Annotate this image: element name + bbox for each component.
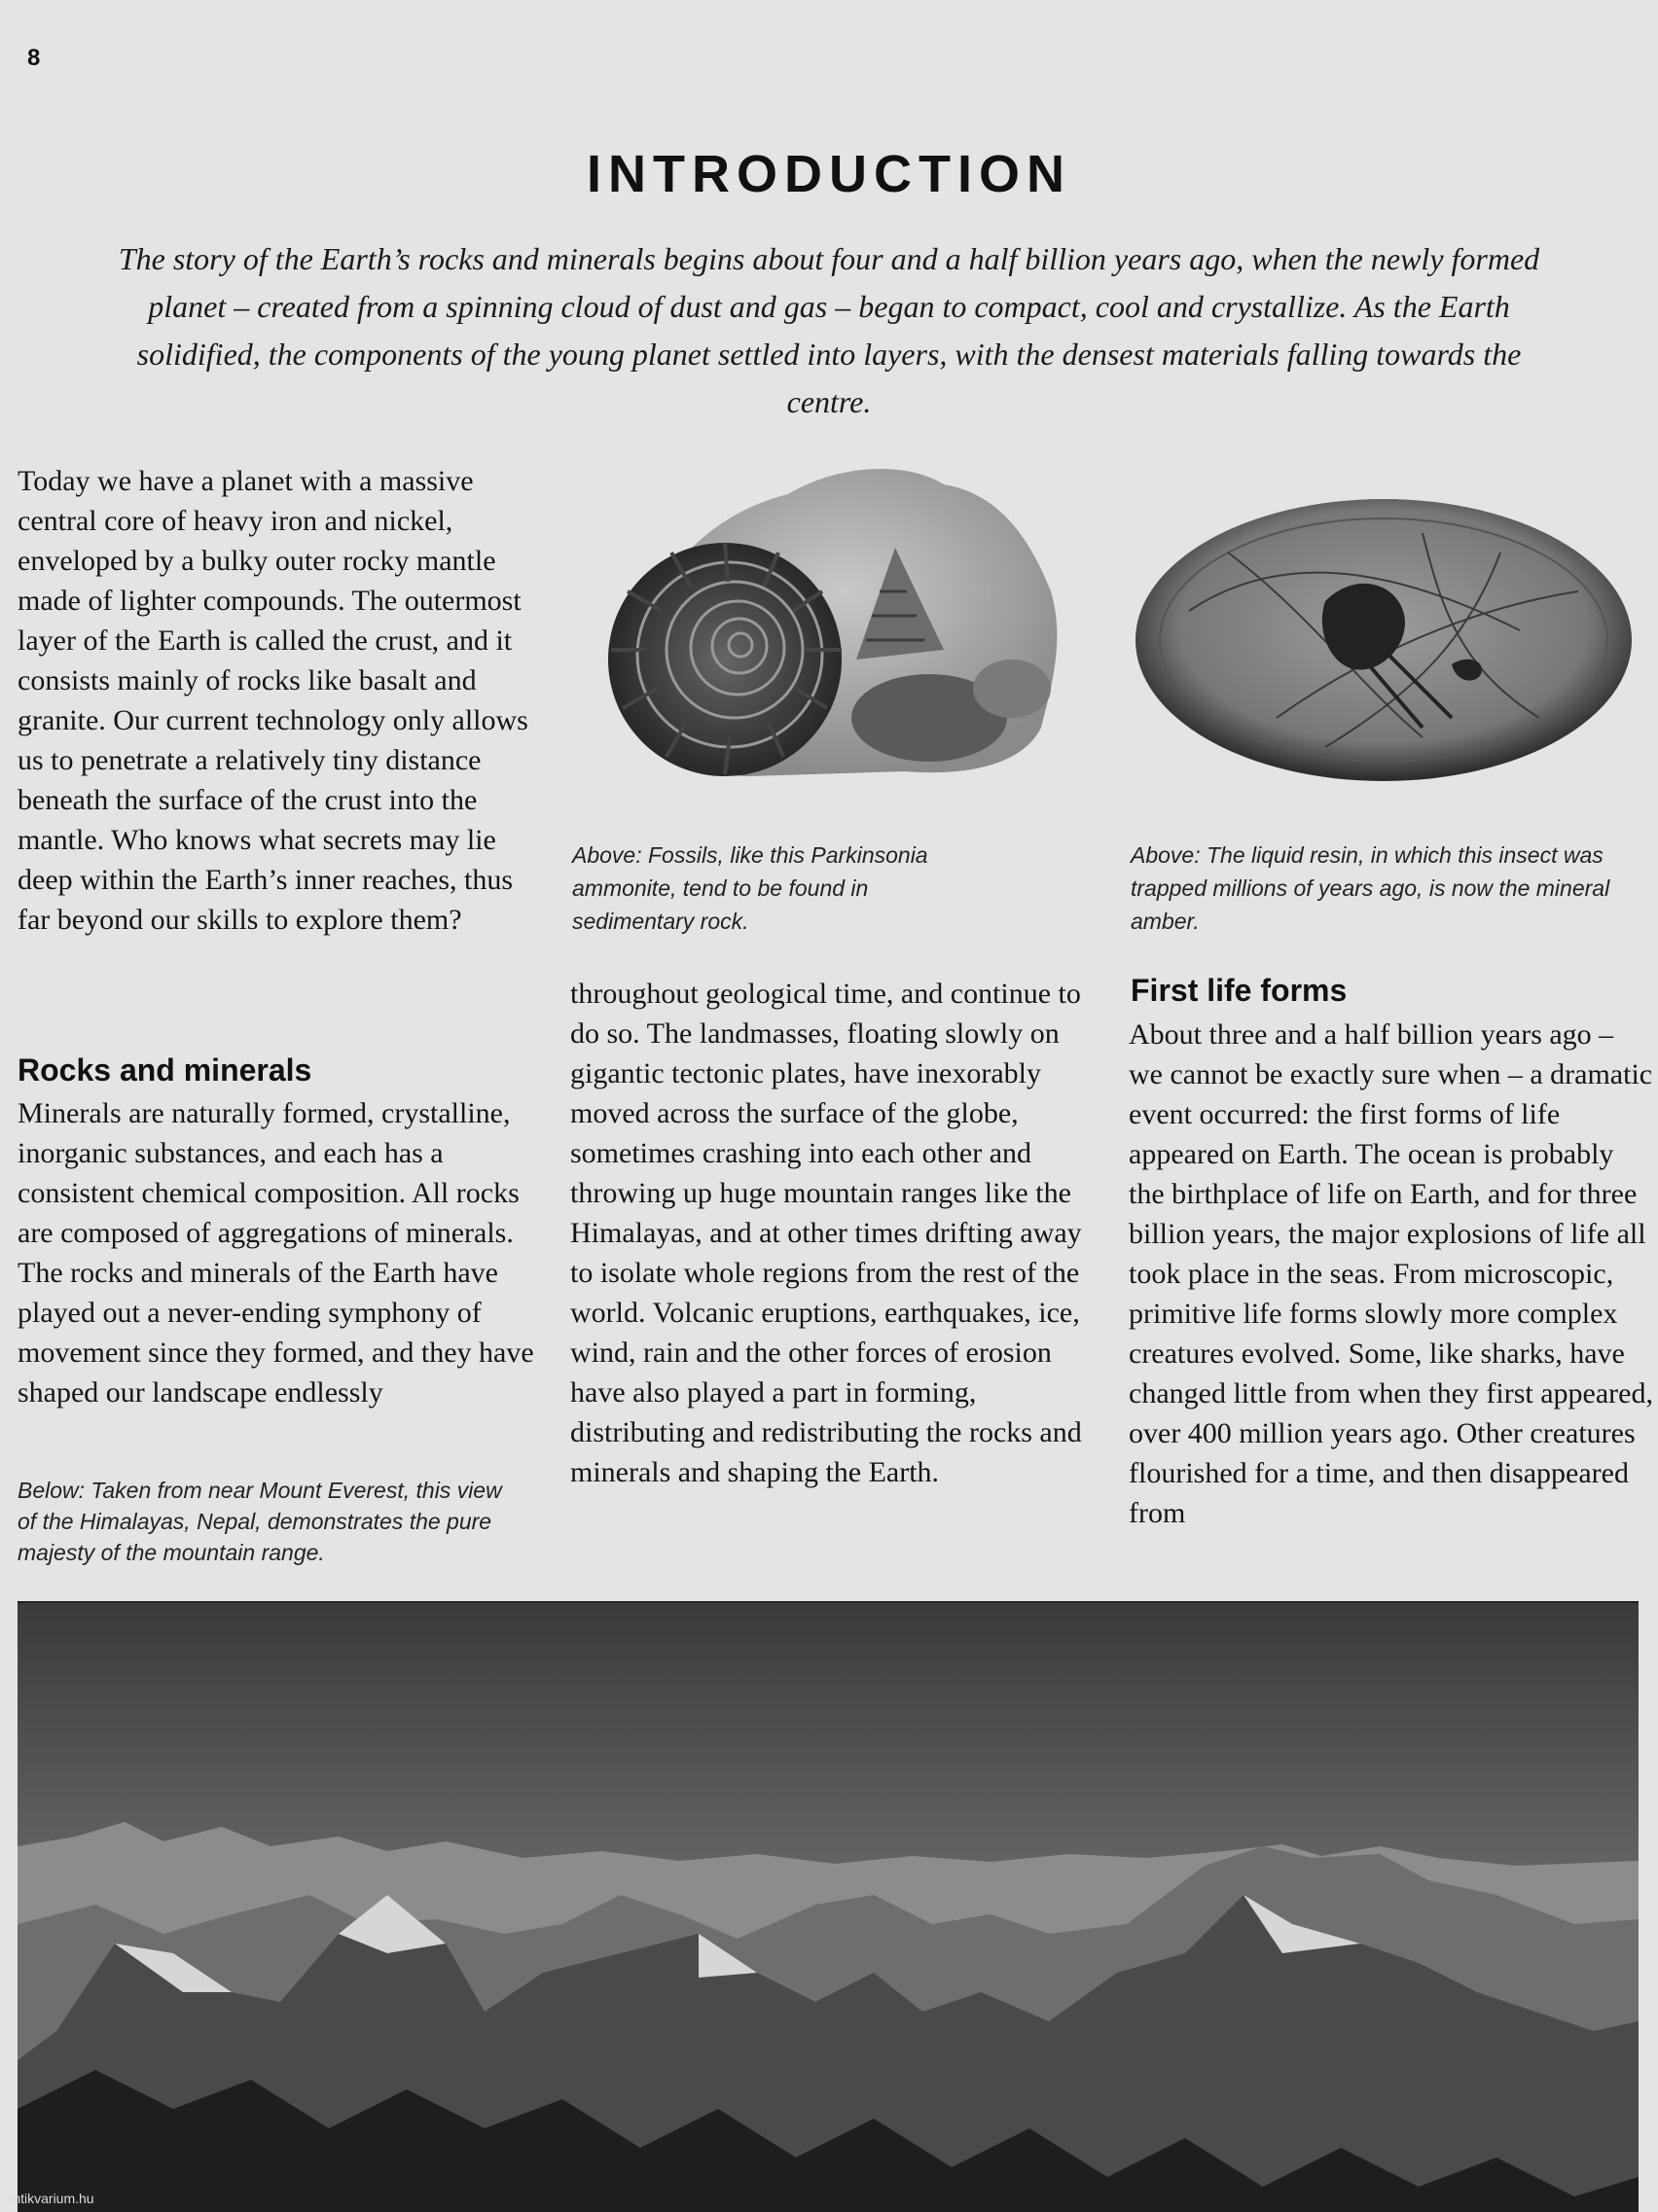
- himalayas-photo: [18, 1601, 1639, 2212]
- fossil-caption: Above: Fossils, like this Parkinsonia ammonite, tend to be found in sedimentary rock.: [572, 842, 928, 934]
- watermark: Antikvarium.hu: [4, 2191, 94, 2206]
- life-paragraph: About three and a half billion years ago – we cannot be exactly sure when – a dramatic event occurred: the first forms of life appeared on Earth. The ocean is probably the birthplace of life on Earth, and for three billion years, the major explosions of life all took place in the seas. From microscopic, primitive life forms slowly more complex creatures evolved. Some, like sharks, have changed little from when they first appeared, over 400 million years ago. Other creatures flourished for a time, and then disappeared from: [1129, 1018, 1653, 1529]
- column-2-paragraph: [570, 974, 1096, 1492]
- page-title: INTRODUCTION: [587, 145, 1071, 203]
- page-number: 8: [27, 45, 41, 71]
- minerals-paragraph: Minerals are naturally formed, crystalline, inorganic substances, and each has a consistent chemical composition. All rocks are composed of aggregations of minerals. The rocks and minerals of the Earth have played out a never-ending symphony of movement since they formed, and they have shaped our landscape endlessly: [18, 1097, 534, 1409]
- amber-insect-image: [1131, 494, 1637, 786]
- rocks-minerals-heading: Rocks and minerals: [18, 1052, 312, 1088]
- first-life-heading: First life forms: [1131, 973, 1348, 1008]
- column-3-paragraph: [1129, 1015, 1654, 1533]
- ammonite-fossil-image: [594, 455, 1070, 815]
- mountains-caption: Below: Taken from near Mount Everest, this view of the Himalayas, Nepal, demonstrates the pure majesty of the mountain range.: [18, 1478, 502, 1565]
- intro-paragraph: The story of the Earth’s rocks and minerals begins about four and a half billion years ago, when the newly formed planet – created from a spinning cloud of dust and gas – began to compact, cool and crystallize. As the Earth solidified, the components of the young planet settled into layers, with the densest materials falling towards the centre.: [118, 241, 1540, 419]
- core-paragraph: Today we have a planet with a massive central core of heavy iron and nickel, enveloped by a bulky outer rocky mantle made of lighter compounds. The outermost layer of the Earth is called the crust, and it consists mainly of rocks like basalt and granite. Our current technology only allows us to penetrate a relatively tiny distance beneath the surface of the crust into the mantle. Who knows what secrets may lie deep within the Earth’s inner reaches, thus far beyond our skills to explore them?: [18, 465, 528, 936]
- column-1-minerals: [18, 1093, 538, 1412]
- tectonics-paragraph: throughout geological time, and continue to do so. The landmasses, floating slowly on gigantic tectonic plates, have inexorably moved across the surface of the globe, sometimes crashing into each other and throwing up huge mountain ranges like the Himalayas, and at other times drifting away to isolate whole regions from the rest of the world. Volcanic eruptions, earthquakes, ice, wind, rain and the other forces of erosion have also played a part in forming, distributing and redistributing the rocks and minerals and shaping the Earth.: [570, 978, 1082, 1488]
- amber-caption: Above: The liquid resin, in which this insect was trapped millions of years ago, is now the mineral amber.: [1131, 842, 1610, 934]
- column-1-paragraph: [18, 461, 538, 940]
